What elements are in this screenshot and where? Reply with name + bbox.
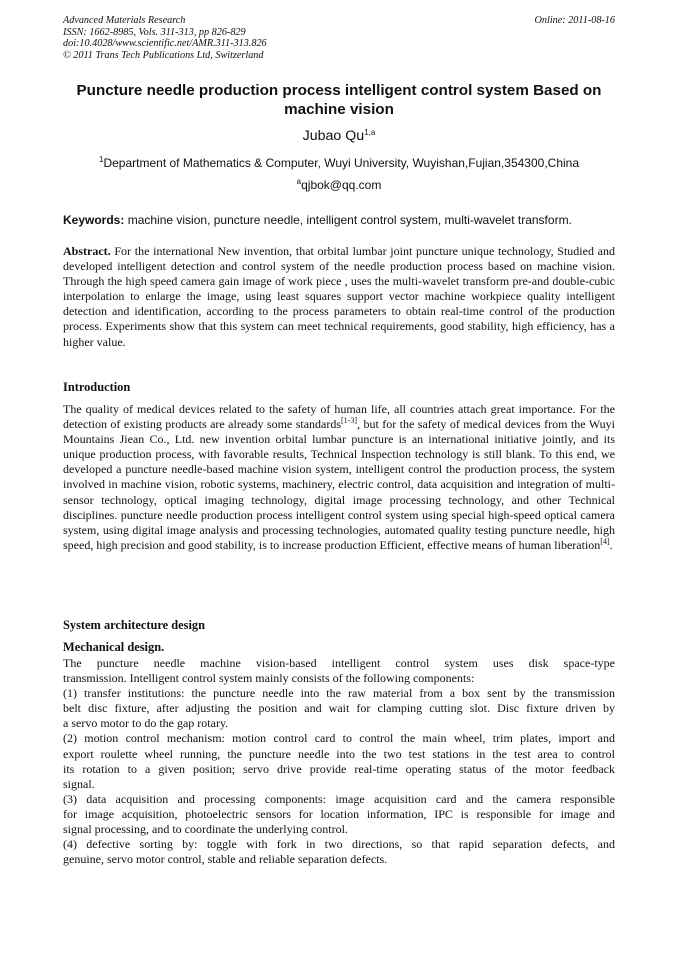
citation-4: [4] <box>600 536 610 546</box>
system-architecture-heading: System architecture design <box>63 618 206 632</box>
affiliation-text: Department of Mathematics & Computer, Wuyi University, Wuyishan,Fujian,354300,China <box>103 156 579 170</box>
body-line: (2) motion control mechanism: motion control card to control the main wheel, trim plates, import and <box>63 731 615 746</box>
author-sup: 1,a <box>364 128 376 137</box>
affiliation-line <box>63 156 615 170</box>
body-line: (4) defective sorting by: toggle with fork in two directions, so that rapid separation defects, and <box>63 837 615 852</box>
body-line: belt disc fixture, after adjusting the position and wait for clamping cutting slot. Disc fixture driven by <box>63 701 615 716</box>
intro-text-1: The quality of medical devices related to the safety of human life, all countries attach great importance. For the detection of existing products are already some standards <box>63 402 615 432</box>
journal-header <box>63 15 267 61</box>
keywords-text: machine vision, puncture needle, intelligent control system, multi-wavelet transform. <box>124 213 572 227</box>
mechanical-design-heading: Mechanical design. <box>63 640 165 654</box>
abstract-label: Abstract. <box>63 244 111 258</box>
body-line: The puncture needle machine vision-based intelligent control system uses disk space-type <box>63 656 615 670</box>
paper-title: Puncture needle production process intelligent control system Based on machine vision <box>76 82 602 118</box>
journal-doi: doi:10.4028/www.scientific.net/AMR.311-313.826 <box>63 38 267 50</box>
email-sup: a <box>296 177 302 186</box>
body-line: (3) data acquisition and processing components: image acquisition card and the camera responsible <box>63 791 615 806</box>
email-line <box>63 178 615 192</box>
intro-text-3: . <box>609 537 613 552</box>
body-line: export roulette wheel running, the puncture needle into the two test stations in the test area to control <box>63 746 615 761</box>
abstract-text: For the international New invention, that orbital lumbar joint puncture unique technology, Studied and developed intelligent detection and control system of the needle production process based on machine vision. Through the high speed camera gain image of work piece , uses the multi-wavelet transform pre-and double-cubic interpolation to enlarge the image, using least squares support vector machine workpiece quality intelligent detection and identification, according to the process parameters to obtain real-time control of the production process. Experiments show that this system can meet technical requirements, good stability, high efficiency, has a higher value. <box>63 244 615 349</box>
keywords-label: Keywords: <box>63 213 125 227</box>
journal-issn: ISSN: 1662-8985, Vols. 311-313, pp 826-829 <box>63 26 246 38</box>
body-line: genuine, servo motor control, stable and reliable separation defects. <box>63 852 388 867</box>
author-line <box>63 128 615 144</box>
email-address: qjbok@qq.com <box>301 178 382 192</box>
journal-copyright: © 2011 Trans Tech Publications Ltd, Switzerland <box>63 49 264 61</box>
affiliation-sup: 1 <box>99 155 104 164</box>
online-date: Online: 2011-08-16 <box>534 15 615 26</box>
body-line: a servo motor to do the gap rotary. <box>63 716 229 731</box>
introduction-heading: Introduction <box>63 380 131 394</box>
body-line: transmission. Intelligent control system mainly consists of the following components: <box>63 671 475 686</box>
body-line: (1) transfer institutions: the puncture needle into the raw material from a box sent by the transmission <box>63 686 615 701</box>
intro-text-2: , but for the safety of medical devices from the Wuyi Mountains Jiean Co., Ltd. new invention orbital lumbar puncture is an international initiative jointly, and its unique production process, with favorable results, Technical Inspection technology is still blank. To this end, we developed a puncture needle-based machine vision system, intelligent control the production process, the system involved in machine vision, robotic systems, machinery, electric control, data acquisition and integration of multi-sensor technology, optical imaging technology, digital image processing technology, and other Technical disciplines. puncture needle production process intelligent control system using special high-speed optical camera system, using digital image analysis and processing technologies, automated quality testing puncture needle, high speed, high precision and good stability, is to increase production Efficient, effective means of human liberation <box>63 417 615 552</box>
journal-name: Advanced Materials Research <box>63 15 186 26</box>
system-body <box>63 656 615 867</box>
citation-1-3: [1-3] <box>341 416 358 426</box>
author-name: Jubao Qu <box>302 128 365 144</box>
keywords <box>63 213 615 227</box>
body-line: signal. <box>63 776 95 791</box>
abstract <box>63 244 615 350</box>
body-line: its rotation to a given position; servo drive provide real-time operating status of the motor feedback <box>63 761 615 776</box>
introduction-paragraph <box>63 402 615 553</box>
body-line: for image acquisition, photoelectric sensors for location information, IPC is responsible for image and <box>63 806 615 821</box>
body-line: signal processing, and to coordinate the underlying control. <box>63 822 348 837</box>
